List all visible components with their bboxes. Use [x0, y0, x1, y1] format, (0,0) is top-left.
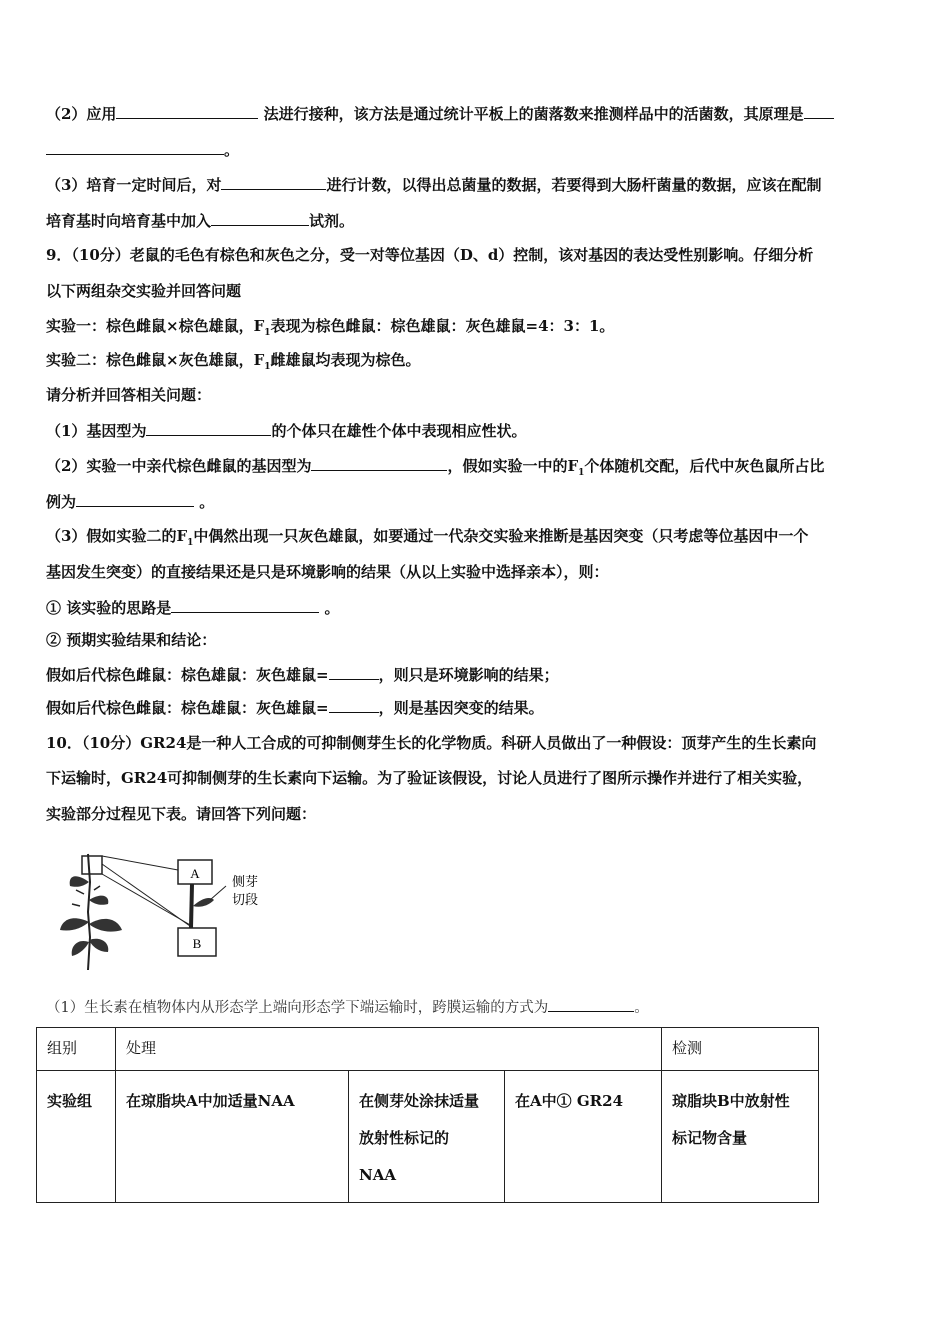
- leaf: [89, 896, 108, 905]
- q8-part2-line2: [46, 139, 239, 160]
- text: 以下两组杂交实验并回答问题: [46, 282, 242, 300]
- text: 进行计数，以得出总菌量的数据，若要得到大肠杆菌量的数据，应该在配制: [326, 176, 822, 194]
- answer-blank[interactable]: [211, 210, 309, 226]
- table-cell: 在A中① GR24: [505, 1071, 662, 1203]
- answer-blank[interactable]: [329, 664, 379, 680]
- text: （3）培育一定时间后，对: [46, 176, 222, 194]
- header-cell: 组别: [37, 1028, 116, 1071]
- leaf: [72, 941, 89, 956]
- plant-stem: [88, 854, 90, 970]
- q9-part3-idea: [46, 597, 339, 618]
- leaf: [70, 876, 89, 887]
- experiment-table: [36, 1027, 819, 1203]
- q9-part3-line1: [46, 526, 808, 553]
- plant-experiment-figure: [50, 842, 290, 977]
- subscript: 1: [578, 468, 585, 478]
- q8-part3-line2: [46, 210, 354, 231]
- q10-stem-line3: [46, 804, 316, 824]
- table-row: [37, 1071, 819, 1203]
- projection-line: [102, 864, 190, 926]
- text: 个体随机交配，后代中灰色鼠所占比: [584, 457, 825, 475]
- text: 中偶然出现一只灰色雄鼠，如要通过一代杂交实验来推断是基因突变（只考虑等位基因中一个: [193, 527, 809, 545]
- table-cell: 在琼脂块A中加适量NAA: [116, 1071, 349, 1203]
- text: ，则是基因突变的结果。: [378, 699, 544, 717]
- answer-blank[interactable]: [311, 455, 447, 471]
- text: 实验一：棕色雌鼠×棕色雄鼠，F: [46, 317, 265, 335]
- text: 9．（10分）老鼠的毛色有棕色和灰色之分，受一对等位基因（D、d）控制，该对基因的表达受性别影响。仔细分析: [46, 246, 814, 264]
- q9-part2-line1: [46, 455, 824, 483]
- text: 。: [324, 599, 340, 617]
- text: 培育基时向培育基中加入: [46, 212, 212, 230]
- stem-segment: [191, 884, 192, 928]
- text: 基因发生突变）的直接结果还是只是环境影响的结果（从以上实验中选择亲本），则：: [46, 563, 609, 581]
- cell-line: NAA: [359, 1166, 396, 1184]
- text: （1）生长素在植物体内从形态学上端向形态学下端运输时，跨膜运输的方式为: [46, 1000, 549, 1016]
- text: 实验部分过程见下表。请回答下列问题：: [46, 805, 317, 823]
- text: 假如后代棕色雌鼠：棕色雄鼠：灰色雄鼠=: [46, 666, 329, 684]
- answer-blank[interactable]: [116, 103, 258, 119]
- text: 请分析并回答相关问题：: [46, 386, 212, 404]
- answer-blank[interactable]: [804, 103, 834, 119]
- text: ，则只是环境影响的结果；: [378, 666, 559, 684]
- header-cell: 检测: [662, 1028, 819, 1071]
- q9-result-2: [46, 697, 544, 718]
- text: 试剂。: [309, 212, 355, 230]
- cell-line: 放射性标记的: [359, 1129, 450, 1147]
- leaf: [60, 918, 89, 930]
- text: 表现为棕色雌鼠：棕色雄鼠：灰色雄鼠=4：3：1。: [270, 317, 615, 335]
- text: 。: [199, 493, 215, 511]
- answer-blank[interactable]: [146, 420, 271, 436]
- q10-stem-line1: [46, 733, 816, 753]
- text: 实验二：棕色雌鼠×灰色雄鼠，F: [46, 351, 265, 369]
- text: 例为: [46, 493, 77, 511]
- q9-part2-line2: [46, 491, 214, 512]
- text: （2）应用: [46, 105, 117, 123]
- q10-stem-line2: [46, 768, 812, 788]
- experiment-2: [46, 350, 421, 377]
- text: （1）基因型为: [46, 422, 147, 440]
- q9-prompt: [46, 385, 211, 405]
- projection-line: [102, 856, 178, 870]
- q9-result-1: [46, 664, 559, 685]
- text: ，假如实验一中的F: [447, 457, 579, 475]
- q9-part1: [46, 420, 526, 441]
- table-cell: [349, 1071, 505, 1203]
- q9-stem-line1: [46, 245, 813, 265]
- text: ① 该实验的思路是: [46, 599, 172, 617]
- text: 的个体只在雄性个体中表现相应性状。: [271, 422, 527, 440]
- leaf: [89, 939, 108, 952]
- text: 。: [634, 1000, 649, 1016]
- q9-stem-line2: [46, 281, 241, 301]
- q8-part2-line1: [46, 103, 834, 124]
- subscript: 1: [264, 328, 271, 338]
- text: 下运输时，GR24可抑制侧芽的生长素向下运输。为了验证该假设，讨论人员进行了图所示操作并进行了相关实验，: [46, 769, 813, 787]
- segment-label: 切段: [232, 893, 259, 908]
- cell-line: 琼脂块B中放射性: [672, 1092, 790, 1110]
- header-cell: 处理: [116, 1028, 662, 1071]
- table-cell: 实验组: [37, 1071, 116, 1203]
- box-b-label: B: [192, 936, 202, 951]
- text: （3）假如实验二的F: [46, 527, 188, 545]
- subscript: 1: [187, 538, 194, 548]
- text: ② 预期实验结果和结论：: [46, 631, 217, 649]
- answer-blank[interactable]: [46, 139, 224, 155]
- pointer-line: [210, 886, 226, 900]
- answer-blank[interactable]: [329, 697, 379, 713]
- experiment-1: [46, 316, 614, 343]
- subscript: 1: [264, 362, 271, 372]
- answer-blank[interactable]: [221, 174, 326, 190]
- lateral-bud-label: 侧芽: [232, 875, 259, 890]
- text: 雌雄鼠均表现为棕色。: [270, 351, 421, 369]
- box-a-label: A: [190, 866, 200, 881]
- table-cell: [662, 1071, 819, 1203]
- answer-blank[interactable]: [171, 597, 319, 613]
- text: （2）实验一中亲代棕色雌鼠的基因型为: [46, 457, 312, 475]
- text: 假如后代棕色雌鼠：棕色雄鼠：灰色雄鼠=: [46, 699, 329, 717]
- q9-part3-line2: [46, 562, 609, 582]
- text: 。: [224, 141, 240, 159]
- leaf: [89, 919, 122, 932]
- cell-line: 标记物含量: [672, 1129, 748, 1147]
- q9-part3-expect: [46, 630, 216, 650]
- q10-part1: [46, 996, 649, 1018]
- cell-line: 在侧芽处涂抹适量: [359, 1092, 480, 1110]
- text: 10．（10分）GR24是一种人工合成的可抑制侧芽生长的化学物质。科研人员做出了一种假设：顶芽产生的生长素向: [46, 734, 817, 752]
- table-header-row: [37, 1028, 819, 1071]
- apical-bud-box: [82, 856, 102, 874]
- answer-blank[interactable]: [76, 491, 194, 507]
- q8-part3-line1: [46, 174, 821, 195]
- answer-blank[interactable]: [548, 996, 634, 1012]
- text: 法进行接种，该方法是通过统计平板上的菌落数来推测样品中的活菌数，其原理是: [263, 105, 804, 123]
